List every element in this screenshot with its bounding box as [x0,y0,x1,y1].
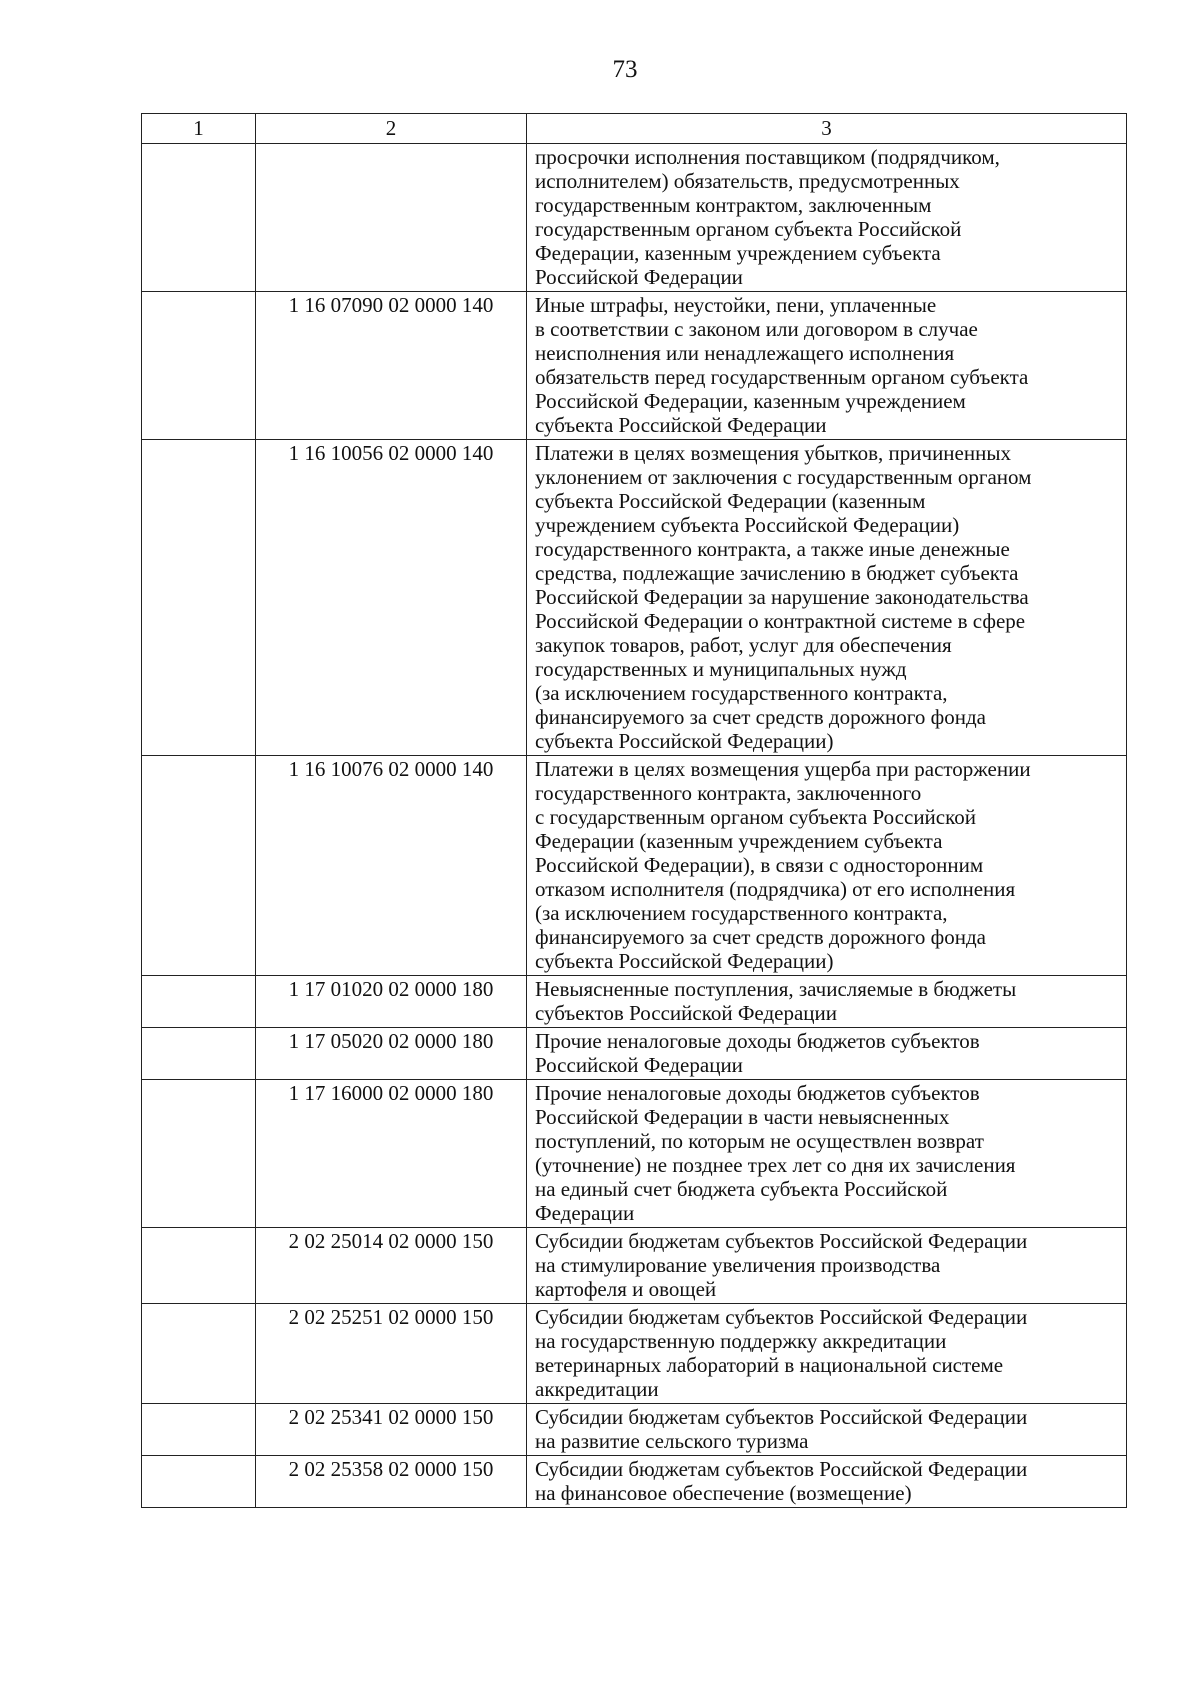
column-header-1: 1 [142,114,256,144]
table-row [142,1028,1127,1080]
budget-codes-table [141,113,1127,1508]
income-code: 2 02 25341 02 0000 150 [256,1404,527,1456]
income-code: 1 17 16000 02 0000 180 [256,1080,527,1228]
table-row [142,1456,1127,1508]
row-col1 [142,1404,256,1456]
row-col1 [142,440,256,756]
income-code: 2 02 25014 02 0000 150 [256,1228,527,1304]
income-description: Невыясненные поступления, зачисляемые в бюджеты субъектов Российской Федерации [527,976,1127,1028]
row-col1 [142,1456,256,1508]
table-row [142,292,1127,440]
row-col1 [142,144,256,292]
income-description: Субсидии бюджетам субъектов Российской Федерации на финансовое обеспечение (возмещение) [527,1456,1127,1508]
row-col1 [142,1228,256,1304]
income-description: Субсидии бюджетам субъектов Российской Федерации на стимулирование увеличения производства картофеля и овощей [527,1228,1127,1304]
table-row [142,976,1127,1028]
row-col1 [142,292,256,440]
income-description: Прочие неналоговые доходы бюджетов субъектов Российской Федерации в части невыясненных поступлений, по которым не осуществлен возврат (уточнение) не позднее трех лет со дня их зачисления на единый счет бюджета субъекта Российской Федерации [527,1080,1127,1228]
income-description: Платежи в целях возмещения убытков, причиненных уклонением от заключения с государственным органом субъекта Российской Федерации (казенным учреждением субъекта Российской Федерации) государственного контракта, а также иные денежные средства, подлежащие зачислению в бюджет субъекта Российской Федерации за нарушение законодательства Российской Федерации о контрактной системе в сфере закупок товаров, работ, услуг для обеспечения государственных и муниципальных нужд (за исключением государственного контракта, финансируемого за счет средств дорожного фонда субъекта Российской Федерации) [527,440,1127,756]
income-description: просрочки исполнения поставщиком (подрядчиком, исполнителем) обязательств, предусмотренных государственным контрактом, заключенным государственным органом субъекта Российской Федерации, казенным учреждением субъекта Российской Федерации [527,144,1127,292]
income-description: Платежи в целях возмещения ущерба при расторжении государственного контракта, заключенного с государственным органом субъекта Российской Федерации (казенным учреждением субъекта Российской Федерации), в связи с односторонним отказом исполнителя (подрядчика) от его исполнения (за исключением государственного контракта, финансируемого за счет средств дорожного фонда субъекта Российской Федерации) [527,756,1127,976]
income-code: 1 16 07090 02 0000 140 [256,292,527,440]
row-col1 [142,1080,256,1228]
income-description: Субсидии бюджетам субъектов Российской Федерации на государственную поддержку аккредитации ветеринарных лабораторий в национальной системе аккредитации [527,1304,1127,1404]
row-col1 [142,976,256,1028]
income-code: 1 17 01020 02 0000 180 [256,976,527,1028]
income-code: 1 16 10076 02 0000 140 [256,756,527,976]
row-col1 [142,1304,256,1404]
table-row [142,1404,1127,1456]
table-row [142,1080,1127,1228]
table-row [142,1304,1127,1404]
table-header-row [142,114,1127,144]
income-code: 2 02 25251 02 0000 150 [256,1304,527,1404]
income-code: 2 02 25358 02 0000 150 [256,1456,527,1508]
row-col1 [142,756,256,976]
table-row [142,756,1127,976]
income-description: Прочие неналоговые доходы бюджетов субъектов Российской Федерации [527,1028,1127,1080]
income-code: 1 16 10056 02 0000 140 [256,440,527,756]
table-row [142,144,1127,292]
income-code: 1 17 05020 02 0000 180 [256,1028,527,1080]
income-description: Субсидии бюджетам субъектов Российской Федерации на развитие сельского туризма [527,1404,1127,1456]
column-header-3: 3 [527,114,1127,144]
income-description: Иные штрафы, неустойки, пени, уплаченные в соответствии с законом или договором в случае неисполнения или ненадлежащего исполнения обязательств перед государственным органом субъекта Российской Федерации, казенным учреждением субъекта Российской Федерации [527,292,1127,440]
column-header-2: 2 [256,114,527,144]
row-col1 [142,1028,256,1080]
income-code [256,144,527,292]
table-row [142,1228,1127,1304]
page-number: 73 [612,56,638,83]
table-row [142,440,1127,756]
